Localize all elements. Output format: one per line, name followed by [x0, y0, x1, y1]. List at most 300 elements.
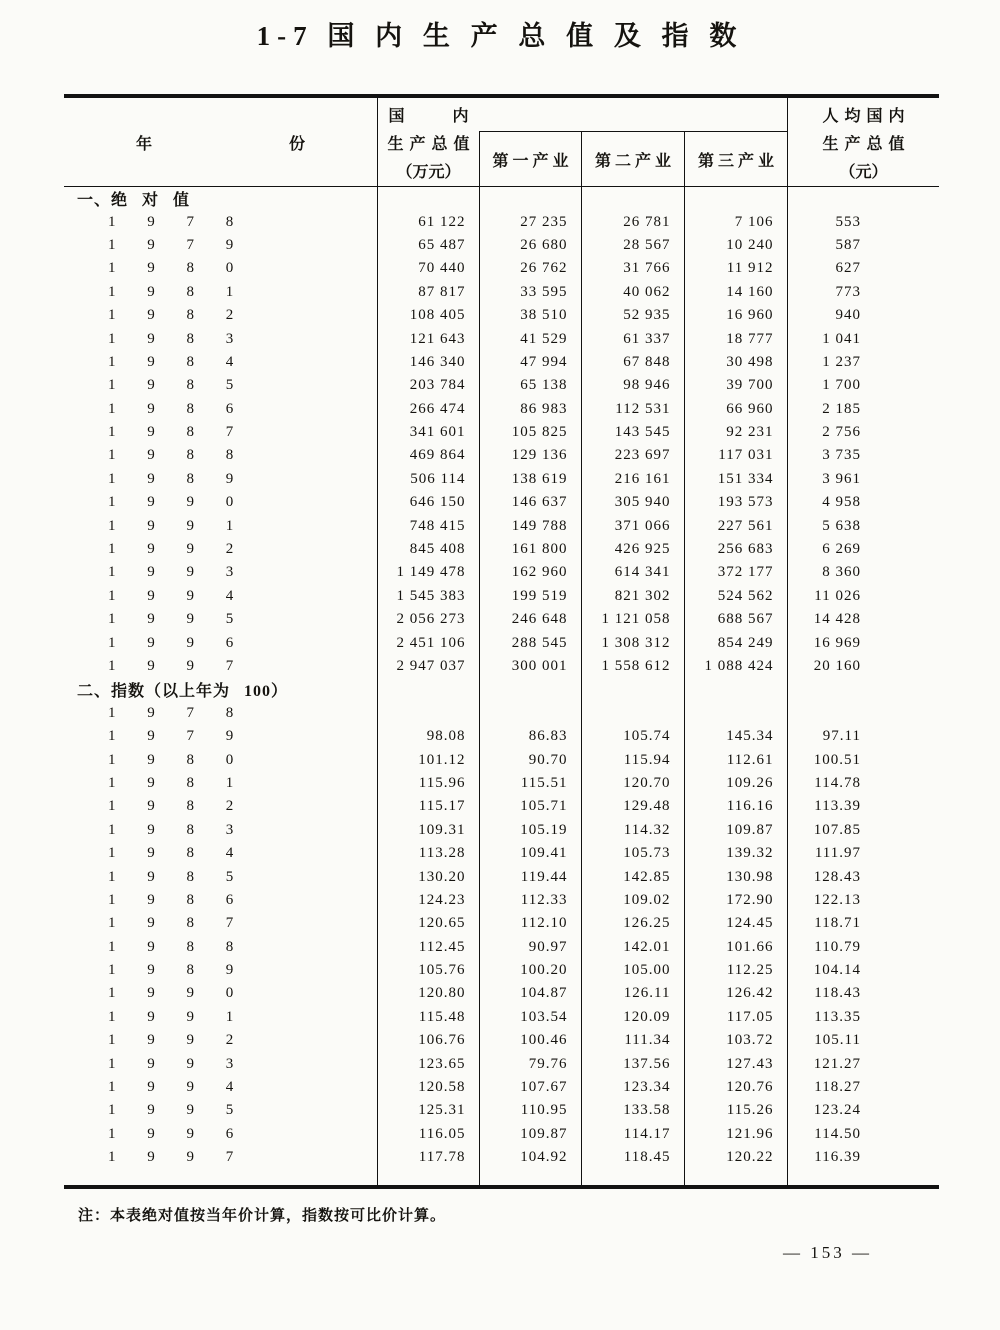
cell-per-capita: 114.78	[787, 772, 939, 795]
table-row	[64, 772, 939, 795]
cell-industry3: 172.90	[684, 889, 787, 912]
cell-gdp: 506 114	[377, 468, 479, 491]
cell-year: 1 9 9 4	[108, 1079, 235, 1096]
cell-per-capita: 110.79	[787, 936, 939, 959]
cell-gdp: 125.31	[377, 1099, 479, 1122]
cell-industry3	[684, 187, 787, 210]
cell-industry1: 119.44	[479, 865, 581, 888]
cell-gdp: 1 545 383	[377, 585, 479, 608]
cell-gdp: 146 340	[377, 351, 479, 374]
cell-per-capita: 1 237	[787, 351, 939, 374]
cell-industry3: 7 106	[684, 210, 787, 233]
cell-gdp: 108 405	[377, 304, 479, 327]
table-row	[64, 514, 939, 537]
table-row	[64, 1146, 939, 1169]
cell-industry3: 117.05	[684, 1006, 787, 1029]
cell-industry2: 98 946	[581, 374, 684, 397]
table-row	[64, 795, 939, 818]
cell-gdp: 121 643	[377, 327, 479, 350]
table-row	[64, 702, 939, 725]
cell-industry1: 47 994	[479, 351, 581, 374]
cell-year: 1 9 9 7	[108, 658, 235, 674]
cell-gdp: 101.12	[377, 748, 479, 771]
table-row	[64, 655, 939, 678]
cell-per-capita: 11 026	[787, 585, 939, 608]
cell-gdp: 845 408	[377, 538, 479, 561]
table-row	[64, 889, 939, 912]
footnote: 注：本表绝对值按当年价计算，指数按可比价计算。	[78, 1208, 447, 1225]
cell-industry1: 26 762	[479, 257, 581, 280]
cell-industry3: 121.96	[684, 1123, 787, 1146]
cell-per-capita	[787, 1169, 939, 1187]
cell-industry3: 112.61	[684, 748, 787, 771]
cell-industry3: 18 777	[684, 327, 787, 350]
cell-year: 1 9 8 1	[108, 774, 235, 791]
cell-per-capita: 4 958	[787, 491, 939, 514]
cell-industry3: 126.42	[684, 982, 787, 1005]
header-industry-group	[479, 98, 787, 186]
table-row	[64, 351, 939, 374]
cell-industry1: 288 545	[479, 631, 581, 654]
table-bottom-spacer	[64, 1169, 939, 1187]
cell-year: 1 9 9 6	[108, 634, 235, 651]
cell-gdp: 105.76	[377, 959, 479, 982]
cell-industry2: 133.58	[581, 1099, 684, 1122]
cell-per-capita: 5 638	[787, 514, 939, 537]
cell-industry1: 26 680	[479, 234, 581, 257]
cell-industry2: 120.09	[581, 1006, 684, 1029]
cell-industry1: 79.76	[479, 1052, 581, 1075]
cell-year: 1 9 8 8	[108, 447, 235, 464]
cell-industry2	[581, 1169, 684, 1187]
cell-industry2: 26 781	[581, 210, 684, 233]
table-row	[64, 1099, 939, 1122]
cell-year: 1 9 8 7	[108, 424, 235, 441]
cell-year: 1 9 8 3	[108, 330, 235, 347]
header-gdp-line2: 生 产 总 值	[387, 135, 470, 153]
cell-per-capita: 105.11	[787, 1029, 939, 1052]
cell-gdp: 203 784	[377, 374, 479, 397]
cell-industry1: 109.87	[479, 1123, 581, 1146]
cell-industry2: 112 531	[581, 398, 684, 421]
cell-per-capita: 123.24	[787, 1099, 939, 1122]
cell-industry2: 129.48	[581, 795, 684, 818]
cell-industry1: 112.10	[479, 912, 581, 935]
cell-industry3: 130.98	[684, 865, 787, 888]
cell-industry2: 142.85	[581, 865, 684, 888]
page-title: 1-7 国 内 生 产 总 值 及 指 数	[256, 21, 744, 51]
cell-industry1: 110.95	[479, 1099, 581, 1122]
cell-year: 1 9 9 3	[108, 564, 235, 581]
cell-industry1: 149 788	[479, 514, 581, 537]
table-row	[64, 444, 939, 467]
cell-per-capita: 116.39	[787, 1146, 939, 1169]
cell-industry1: 105.19	[479, 819, 581, 842]
cell-industry1: 104.87	[479, 982, 581, 1005]
cell-per-capita: 553	[787, 210, 939, 233]
cell-gdp: 341 601	[377, 421, 479, 444]
cell-industry3: 39 700	[684, 374, 787, 397]
cell-industry1	[479, 678, 581, 701]
gdp-table	[64, 94, 939, 1189]
cell-year: 1 9 8 2	[108, 798, 235, 815]
table-row	[64, 327, 939, 350]
cell-per-capita: 773	[787, 281, 939, 304]
table-row	[64, 374, 939, 397]
cell-industry1: 107.67	[479, 1076, 581, 1099]
cell-industry2: 223 697	[581, 444, 684, 467]
cell-industry2: 115.94	[581, 748, 684, 771]
section-label-row	[64, 678, 939, 701]
cell-industry1: 112.33	[479, 889, 581, 912]
cell-industry2: 614 341	[581, 561, 684, 584]
cell-per-capita: 118.43	[787, 982, 939, 1005]
cell-year: 1 9 8 1	[108, 283, 235, 300]
cell-per-capita: 587	[787, 234, 939, 257]
cell-per-capita: 2 756	[787, 421, 939, 444]
table-row	[64, 468, 939, 491]
cell-industry2: 109.02	[581, 889, 684, 912]
cell-year: 1 9 7 8	[108, 213, 235, 230]
cell-industry1: 129 136	[479, 444, 581, 467]
cell-year: 1 9 9 2	[108, 1032, 235, 1049]
cell-gdp: 98.08	[377, 725, 479, 748]
cell-gdp: 115.96	[377, 772, 479, 795]
cell-per-capita: 16 969	[787, 631, 939, 654]
cell-industry1: 90.70	[479, 748, 581, 771]
cell-industry1: 86 983	[479, 398, 581, 421]
cell-industry3: 688 567	[684, 608, 787, 631]
cell-per-capita: 107.85	[787, 819, 939, 842]
table-row	[64, 819, 939, 842]
cell-gdp: 130.20	[377, 865, 479, 888]
cell-industry2: 105.74	[581, 725, 684, 748]
cell-year: 1 9 8 5	[108, 868, 235, 885]
cell-gdp: 87 817	[377, 281, 479, 304]
cell-year: 1 9 9 6	[108, 1125, 235, 1142]
cell-per-capita: 6 269	[787, 538, 939, 561]
cell-industry3: 10 240	[684, 234, 787, 257]
table-row	[64, 1076, 939, 1099]
cell-gdp: 124.23	[377, 889, 479, 912]
cell-gdp	[377, 678, 479, 701]
cell-year: 1 9 9 5	[108, 611, 235, 628]
cell-industry3: 151 334	[684, 468, 787, 491]
cell-industry1: 38 510	[479, 304, 581, 327]
table-body	[64, 187, 939, 1187]
table-row	[64, 865, 939, 888]
cell-per-capita: 121.27	[787, 1052, 939, 1075]
cell-year: 1 9 9 2	[108, 541, 235, 558]
cell-year: 1 9 8 6	[108, 891, 235, 908]
cell-industry1: 105.71	[479, 795, 581, 818]
table-row	[64, 1123, 939, 1146]
cell-industry1: 103.54	[479, 1006, 581, 1029]
cell-industry3: 101.66	[684, 936, 787, 959]
cell-year: 1 9 7 8	[108, 704, 235, 721]
cell-year: 1 9 9 5	[108, 1102, 235, 1119]
table-row	[64, 257, 939, 280]
cell-industry3: 66 960	[684, 398, 787, 421]
cell-per-capita: 113.39	[787, 795, 939, 818]
cell-year: 1 9 8 3	[108, 821, 235, 838]
cell-industry2: 305 940	[581, 491, 684, 514]
cell-industry2: 114.32	[581, 819, 684, 842]
table-grid	[64, 187, 939, 1189]
cell-gdp: 646 150	[377, 491, 479, 514]
cell-industry1: 33 595	[479, 281, 581, 304]
cell-industry3: 116.16	[684, 795, 787, 818]
cell-per-capita: 14 428	[787, 608, 939, 631]
scanned-yearbook-page	[0, 14, 1000, 1330]
cell-industry1: 41 529	[479, 327, 581, 350]
header-gdp	[377, 98, 479, 186]
cell-gdp	[377, 187, 479, 210]
header-industry-2: 第 二 产 业	[581, 131, 684, 186]
cell-gdp: 266 474	[377, 398, 479, 421]
cell-year: 1 9 7 9	[108, 236, 235, 253]
cell-industry2: 123.34	[581, 1076, 684, 1099]
cell-gdp: 123.65	[377, 1052, 479, 1075]
table-row	[64, 608, 939, 631]
cell-industry3: 30 498	[684, 351, 787, 374]
cell-per-capita	[787, 678, 939, 701]
cell-gdp: 115.17	[377, 795, 479, 818]
cell-industry2: 28 567	[581, 234, 684, 257]
cell-industry2	[581, 187, 684, 210]
cell-gdp: 120.65	[377, 912, 479, 935]
header-per-capita	[787, 98, 939, 186]
cell-gdp: 112.45	[377, 936, 479, 959]
cell-year: 1 9 8 9	[108, 470, 235, 487]
table-row	[64, 585, 939, 608]
cell-per-capita: 111.97	[787, 842, 939, 865]
cell-industry3: 227 561	[684, 514, 787, 537]
cell-industry2	[581, 678, 684, 701]
cell-year: 1 9 8 8	[108, 938, 235, 955]
cell-per-capita: 940	[787, 304, 939, 327]
cell-industry1: 86.83	[479, 725, 581, 748]
table-row	[64, 748, 939, 771]
cell-per-capita: 114.50	[787, 1123, 939, 1146]
cell-industry1	[479, 1169, 581, 1187]
cell-industry3: 14 160	[684, 281, 787, 304]
header-gdp-line1: 国 内	[388, 107, 469, 125]
cell-per-capita: 3 961	[787, 468, 939, 491]
cell-per-capita: 97.11	[787, 725, 939, 748]
cell-industry1: 27 235	[479, 210, 581, 233]
table-row	[64, 631, 939, 654]
cell-gdp: 109.31	[377, 819, 479, 842]
cell-per-capita: 100.51	[787, 748, 939, 771]
cell-year: 1 9 8 7	[108, 915, 235, 932]
cell-gdp	[377, 1169, 479, 1187]
cell-year: 1 9 9 3	[108, 1055, 235, 1072]
cell-industry2	[581, 702, 684, 725]
cell-industry2: 40 062	[581, 281, 684, 304]
cell-industry3: 193 573	[684, 491, 787, 514]
cell-per-capita: 118.27	[787, 1076, 939, 1099]
cell-per-capita: 128.43	[787, 865, 939, 888]
cell-industry3: 145.34	[684, 725, 787, 748]
page-number: — 153 —	[783, 1243, 872, 1263]
cell-per-capita: 1 700	[787, 374, 939, 397]
cell-industry3: 524 562	[684, 585, 787, 608]
cell-industry2: 105.73	[581, 842, 684, 865]
table-row	[64, 561, 939, 584]
table-row	[64, 538, 939, 561]
cell-industry1: 65 138	[479, 374, 581, 397]
cell-year: 1 9 9 1	[108, 517, 235, 534]
table-row	[64, 936, 939, 959]
cell-industry3: 1 088 424	[684, 655, 787, 678]
table-row	[64, 959, 939, 982]
header-per-capita-line1: 人 均 国 内	[822, 107, 905, 125]
cell-industry3: 103.72	[684, 1029, 787, 1052]
cell-industry1: 90.97	[479, 936, 581, 959]
cell-industry2: 31 766	[581, 257, 684, 280]
cell-industry1: 246 648	[479, 608, 581, 631]
cell-industry3: 11 912	[684, 257, 787, 280]
cell-industry3: 16 960	[684, 304, 787, 327]
cell-per-capita: 104.14	[787, 959, 939, 982]
cell-per-capita: 3 735	[787, 444, 939, 467]
table-row	[64, 982, 939, 1005]
cell-gdp: 120.58	[377, 1076, 479, 1099]
cell-industry3: 109.26	[684, 772, 787, 795]
table-row	[64, 491, 939, 514]
cell-industry3: 117 031	[684, 444, 787, 467]
cell-industry2: 1 558 612	[581, 655, 684, 678]
cell-industry2: 821 302	[581, 585, 684, 608]
cell-gdp: 120.80	[377, 982, 479, 1005]
cell-per-capita: 122.13	[787, 889, 939, 912]
cell-industry3: 854 249	[684, 631, 787, 654]
cell-industry2: 143 545	[581, 421, 684, 444]
section-label: 二、指数（以上年为 100）	[77, 683, 289, 701]
cell-year: 1 9 8 9	[108, 962, 235, 979]
table-row	[64, 421, 939, 444]
cell-industry3: 120.76	[684, 1076, 787, 1099]
cell-industry1: 199 519	[479, 585, 581, 608]
cell-gdp: 106.76	[377, 1029, 479, 1052]
cell-industry2: 142.01	[581, 936, 684, 959]
cell-industry3: 109.87	[684, 819, 787, 842]
cell-industry3	[684, 1169, 787, 1187]
cell-industry3	[684, 702, 787, 725]
header-industry-3: 第 三 产 业	[684, 131, 787, 186]
cell-year: 1 9 9 0	[108, 494, 235, 511]
cell-industry2: 426 925	[581, 538, 684, 561]
header-gdp-line3: （万元）	[396, 163, 461, 181]
cell-gdp: 115.48	[377, 1006, 479, 1029]
cell-year: 1 9 9 0	[108, 985, 235, 1002]
cell-industry3	[684, 678, 787, 701]
cell-industry3: 256 683	[684, 538, 787, 561]
cell-industry3: 127.43	[684, 1052, 787, 1075]
cell-industry2: 67 848	[581, 351, 684, 374]
cell-gdp: 2 451 106	[377, 631, 479, 654]
table-row	[64, 281, 939, 304]
cell-industry1	[479, 187, 581, 210]
cell-year: 1 9 8 2	[108, 307, 235, 324]
cell-industry1: 100.20	[479, 959, 581, 982]
cell-industry2: 1 308 312	[581, 631, 684, 654]
header-year	[64, 98, 377, 186]
cell-industry1: 161 800	[479, 538, 581, 561]
cell-industry2: 371 066	[581, 514, 684, 537]
cell-industry1	[479, 702, 581, 725]
cell-industry2: 52 935	[581, 304, 684, 327]
cell-industry2: 61 337	[581, 327, 684, 350]
cell-gdp: 2 056 273	[377, 608, 479, 631]
cell-industry2: 126.25	[581, 912, 684, 935]
cell-industry3: 124.45	[684, 912, 787, 935]
table-header-row	[64, 94, 939, 187]
cell-gdp: 61 122	[377, 210, 479, 233]
cell-year: 1 9 8 4	[108, 845, 235, 862]
cell-gdp: 65 487	[377, 234, 479, 257]
cell-per-capita: 1 041	[787, 327, 939, 350]
cell-industry2: 114.17	[581, 1123, 684, 1146]
cell-per-capita: 118.71	[787, 912, 939, 935]
cell-industry3: 115.26	[684, 1099, 787, 1122]
cell-industry1: 146 637	[479, 491, 581, 514]
cell-industry3: 372 177	[684, 561, 787, 584]
header-per-capita-line2: 生 产 总 值	[822, 135, 905, 153]
cell-industry2: 126.11	[581, 982, 684, 1005]
cell-year: 1 9 8 0	[108, 260, 235, 277]
cell-year: 1 9 8 5	[108, 377, 235, 394]
cell-industry2: 120.70	[581, 772, 684, 795]
table-row	[64, 1029, 939, 1052]
section-label-row	[64, 187, 939, 210]
cell-year: 1 9 8 0	[108, 751, 235, 768]
cell-industry1: 104.92	[479, 1146, 581, 1169]
cell-industry1: 115.51	[479, 772, 581, 795]
cell-per-capita: 8 360	[787, 561, 939, 584]
cell-year: 1 9 8 6	[108, 400, 235, 417]
table-row	[64, 398, 939, 421]
cell-per-capita: 627	[787, 257, 939, 280]
cell-gdp: 116.05	[377, 1123, 479, 1146]
header-year-right: 份	[288, 135, 305, 153]
cell-industry3: 92 231	[684, 421, 787, 444]
cell-gdp: 117.78	[377, 1146, 479, 1169]
cell-industry1: 162 960	[479, 561, 581, 584]
header-year-left: 年	[136, 135, 153, 153]
table-row	[64, 912, 939, 935]
cell-year: 1 9 9 7	[108, 1149, 235, 1166]
table-row	[64, 725, 939, 748]
cell-year	[64, 1169, 377, 1187]
table-row	[64, 1052, 939, 1075]
cell-industry3: 139.32	[684, 842, 787, 865]
cell-gdp: 469 864	[377, 444, 479, 467]
cell-per-capita: 20 160	[787, 655, 939, 678]
cell-gdp: 748 415	[377, 514, 479, 537]
cell-gdp: 70 440	[377, 257, 479, 280]
cell-gdp: 113.28	[377, 842, 479, 865]
cell-industry2: 216 161	[581, 468, 684, 491]
cell-per-capita	[787, 187, 939, 210]
cell-gdp: 2 947 037	[377, 655, 479, 678]
cell-industry2: 111.34	[581, 1029, 684, 1052]
table-row	[64, 842, 939, 865]
cell-industry3: 120.22	[684, 1146, 787, 1169]
cell-year: 1 9 9 4	[108, 587, 235, 604]
cell-gdp: 1 149 478	[377, 561, 479, 584]
